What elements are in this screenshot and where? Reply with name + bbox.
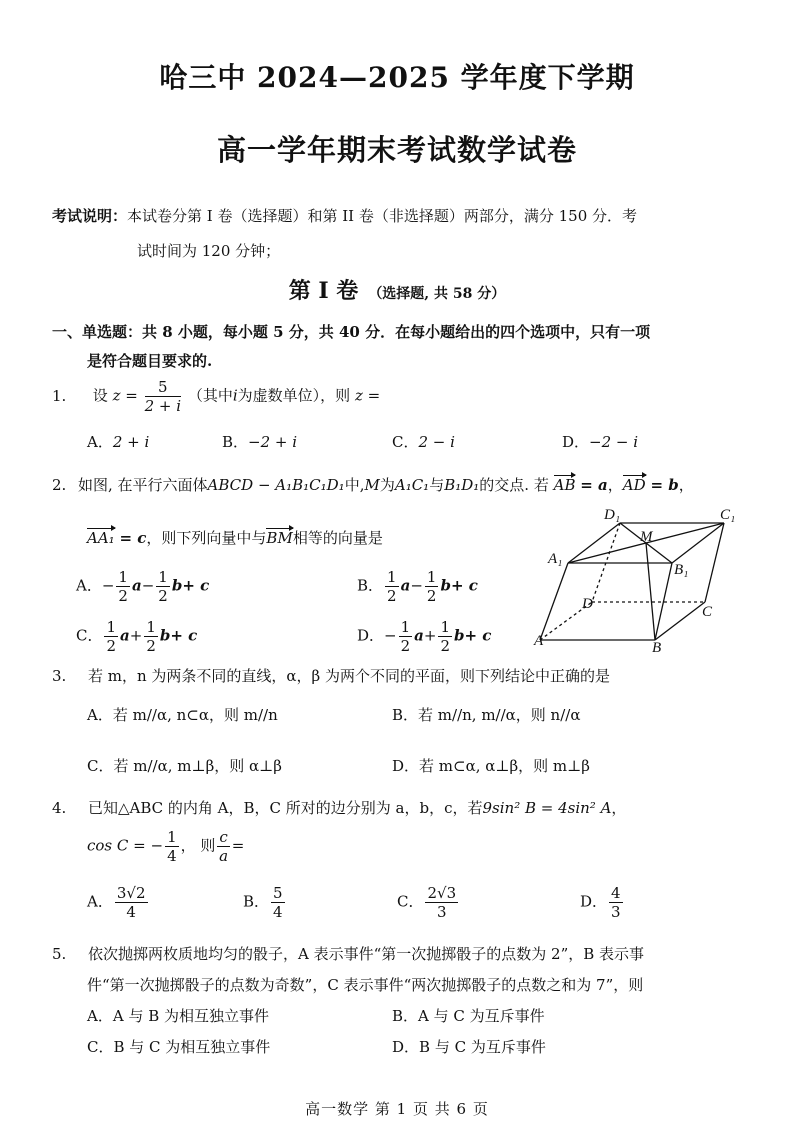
frac-num: 1 [400,618,411,636]
q2-vector-bm: BM [266,529,293,547]
label-a: A [534,633,544,649]
option-label: A． [87,1007,113,1025]
option-label: B． [222,433,249,451]
frac-den: 2 [106,637,117,655]
section-subtitle: （选择题, 共 58 分） [368,286,506,302]
half-fraction [425,568,439,605]
exam-note-label: 考试说明： [52,207,128,225]
edge-a1-a [540,563,568,640]
frac-num: 1 [167,828,177,846]
option-fraction [609,884,623,921]
q2-text2: 中, [344,476,365,494]
option-label: C． [397,892,424,911]
segment-b-m [646,543,655,640]
exam-note-text1: 本试卷分第 I 卷（选择题）和第 II 卷（非选择题）两部分，满分 150 分．考 [127,207,638,225]
option-sign: + [423,626,437,645]
option-sign: − [141,576,155,595]
q4-cos: cos C = − [87,836,164,855]
option-lead: − [384,626,397,645]
q3-text: 若 m，n 为两条不同的直线，α，β 为两个不同的平面，则下列结论中正确的是 [88,667,610,685]
exam-note-line1 [52,205,637,226]
q2-option-d[interactable] [357,618,491,655]
part1-instructions-line1: 一、单选题：共 8 小题，每小题 5 分，共 40 分．在每小题给出的四个选项中，只有一项 [52,323,651,341]
frac-den: 2 [387,587,397,605]
q4-equation: 9sin² B = 4sin² A [482,799,612,817]
half-fraction [144,618,158,655]
half-fraction [104,618,118,655]
q3-number: 3. [52,667,67,685]
q4-option-a[interactable] [87,884,150,921]
half-fraction [156,568,170,605]
parallelepiped-figure [530,505,750,655]
q4-then: ， 则 [180,836,216,855]
frac-den: 2 [158,587,168,605]
q4-end1: ， [611,799,627,817]
half-fraction [385,568,399,605]
frac-num: 1 [118,568,128,586]
q2-vector-ad: AD [622,476,646,494]
option-text: 若 m//α, n⊂α，则 m//n [112,706,278,724]
q2-eq-c: = c [119,529,147,547]
exam-title-line2: 高一学年期末考试数学试卷 [216,133,577,167]
option-text: 若 m//α, m⊥β，则 α⊥β [113,757,282,775]
frac-num: 4 [611,884,621,902]
q1-option-c[interactable] [392,431,455,452]
label-b: B [652,640,662,655]
section-title: 第 I 卷 [288,278,359,304]
option-tail: + c [464,626,492,645]
q5-option-c[interactable] [87,1036,270,1057]
q4-cos-fraction [165,828,179,865]
option-text: 若 m//n, m//α，则 n//α [418,706,581,724]
frac-den: 4 [126,903,136,921]
q1-i: i [232,386,238,405]
frac-den: 4 [273,903,283,921]
frac-den: 2 [440,637,451,655]
option-vec-b: b [440,576,451,595]
option-label: D． [357,626,385,645]
q3-option-a[interactable] [87,704,278,725]
q1-frac-num: 5 [145,378,181,397]
q2-solid: ABCD − A₁B₁C₁D₁ [207,476,345,494]
q3-option-c[interactable] [87,755,282,776]
q4-ratio-fraction [217,828,229,865]
option-label: D． [580,892,608,911]
option-text: 2 + i [112,433,150,451]
q1-end: z = [354,386,381,405]
q1-number: 1. [52,386,67,405]
question-4-line1 [52,797,626,818]
label-d1: D₁ [604,507,621,523]
q1-option-b[interactable] [222,431,297,452]
option-label: B． [243,892,270,911]
question-2-line2 [87,527,383,548]
q5-option-a[interactable] [87,1005,269,1026]
q2-b1d1: B₁D₁ [444,476,480,494]
option-label: A． [87,433,113,451]
exam-note-line2: 试时间为 120 分钟； [137,242,281,260]
option-label: C． [76,626,103,645]
option-fraction [115,884,148,921]
q5-text1: 依次抛掷两枚质地均匀的骰子，A 表示事件“第一次抛掷骰子的点数为 2”，B 表示事 [88,945,645,963]
half-fraction [438,618,452,655]
q2-vector-aa1: AA₁ [87,529,115,547]
option-label: A． [87,892,113,911]
q3-option-d[interactable] [392,755,590,776]
option-tail: + c [170,626,198,645]
option-label: C． [392,433,419,451]
part1-instructions-line2: 是符合题目要求的. [87,352,213,370]
frac-num: 5 [273,884,283,902]
q1-fraction [145,378,181,415]
frac-num: 1 [440,618,451,636]
q2-text5: 的交点. 若 [479,476,549,494]
frac-den: a [219,847,229,865]
option-vec-b: b [159,626,171,645]
q4-option-b[interactable] [243,884,287,921]
option-vec-b: b [171,576,183,595]
option-vec-a: a [400,576,411,595]
question-4-line2 [87,828,244,865]
q2-vector-ab: AB [553,476,576,494]
option-text: 2 − i [418,433,455,451]
frac-num: 1 [146,618,156,636]
exam-title-line1: 哈三中 2024—2025 学年度下学期 [159,61,635,94]
q1-mid2: 为虚数单位），则 [237,386,351,405]
frac-num: 1 [387,568,397,586]
question-5-line2: 件“第一次抛掷骰子的点数为奇数”，C 表示事件“两次抛掷骰子的点数之和为 7”，则 [87,976,644,994]
q1-var: z [112,386,121,405]
option-text: B 与 C 为相互独立事件 [113,1038,271,1056]
q2-option-a[interactable] [76,568,209,605]
option-sign: + [129,626,143,645]
option-fraction [271,884,285,921]
option-vec-a: a [120,626,130,645]
q2-number: 2. [52,476,67,494]
q2-option-b[interactable] [357,568,478,605]
option-text: A 与 B 为相互独立事件 [112,1007,270,1025]
option-label: B． [392,1007,419,1025]
q1-frac-den: 2 + i [144,397,182,415]
option-label: A． [87,706,113,724]
question-5-line1 [52,943,644,964]
q5-number: 5. [52,945,67,963]
q1-mid: （其中 [187,386,233,405]
frac-num: c [219,828,228,846]
q2-text6: ，则下列向量中与 [146,529,267,547]
frac-den: 2 [146,637,156,655]
option-label: A． [76,576,102,595]
q2-eq-a: = a [580,476,608,494]
q4-text1: 已知△ABC 的内角 A，B，C 所对的边分别为 a，b，c，若 [88,799,483,817]
label-c1: C₁ [720,507,736,523]
q2-text4: 与 [429,476,445,494]
frac-den: 2 [118,587,128,605]
frac-den: 3 [437,903,447,921]
frac-den: 3 [611,903,621,921]
frac-den: 2 [400,637,411,655]
question-3 [52,665,610,686]
option-label: C． [87,757,114,775]
q2-eq-b: = b [650,476,679,494]
option-label: D． [562,433,590,451]
option-label: B． [357,576,384,595]
frac-den: 2 [426,587,437,605]
label-a1: A₁ [548,551,563,567]
option-tail: + c [182,576,210,595]
option-sign: − [410,576,423,595]
label-d: D [582,596,593,612]
q5-option-d[interactable] [392,1036,546,1057]
option-vec-b: b [454,626,465,645]
q2-m: M [364,476,380,494]
q1-option-a[interactable] [87,431,149,452]
q2-option-c[interactable] [76,618,197,655]
q2-a1c1: A₁C₁ [394,476,430,494]
q2-text7: 相等的向量是 [292,529,383,547]
q5-option-b[interactable] [392,1005,545,1026]
option-vec-a: a [131,576,142,595]
option-fraction [425,884,458,921]
option-label: D． [392,1038,420,1056]
half-fraction [399,618,413,655]
option-label: C． [87,1038,114,1056]
q4-option-c[interactable] [397,884,460,921]
label-m: M [640,529,653,545]
option-text: −2 + i [248,433,298,451]
option-vec-a: a [414,626,424,645]
option-lead: − [101,576,115,595]
question-1: 1. 设 z = $\frac{5}{2 + i}$ （其中i为虚数单位），则 z = [52,378,381,415]
q2-text3: 为 [379,476,395,494]
question-2-line1: 2. 如图, 在平行六面体ABCD − A₁B₁C₁D₁中,M为A₁C₁与B₁D₁的交点. 若 AB = a，AD = b， [52,476,694,494]
frac-den: 4 [167,847,177,865]
q1-option-d[interactable] [562,431,638,452]
option-tail: + c [450,576,478,595]
q2-text1: 如图, 在平行六面体 [78,476,208,494]
label-b1: B₁ [674,562,689,578]
frac-num: 2√3 [427,884,457,902]
q4-eqsign: = [231,836,245,855]
q4-option-d[interactable] [580,884,625,921]
option-text: A 与 C 为互斥事件 [418,1007,545,1025]
frac-num: 1 [426,568,437,586]
label-c: C [702,604,713,620]
page-footer: 高一数学 第 1 页 共 6 页 [305,1100,489,1118]
option-text: 若 m⊂α, α⊥β，则 m⊥β [419,757,590,775]
section-heading [0,274,794,305]
half-fraction [116,568,130,605]
frac-num: 1 [158,568,168,586]
q1-prefix: 设 [92,386,108,405]
option-text: B 与 C 为互斥事件 [419,1038,546,1056]
option-label: B． [392,706,419,724]
option-text: −2 − i [589,433,639,451]
q4-number: 4. [52,799,67,817]
frac-num: 1 [106,618,117,636]
frac-num: 3√2 [116,884,146,902]
option-label: D． [392,757,420,775]
q3-option-b[interactable] [392,704,580,725]
